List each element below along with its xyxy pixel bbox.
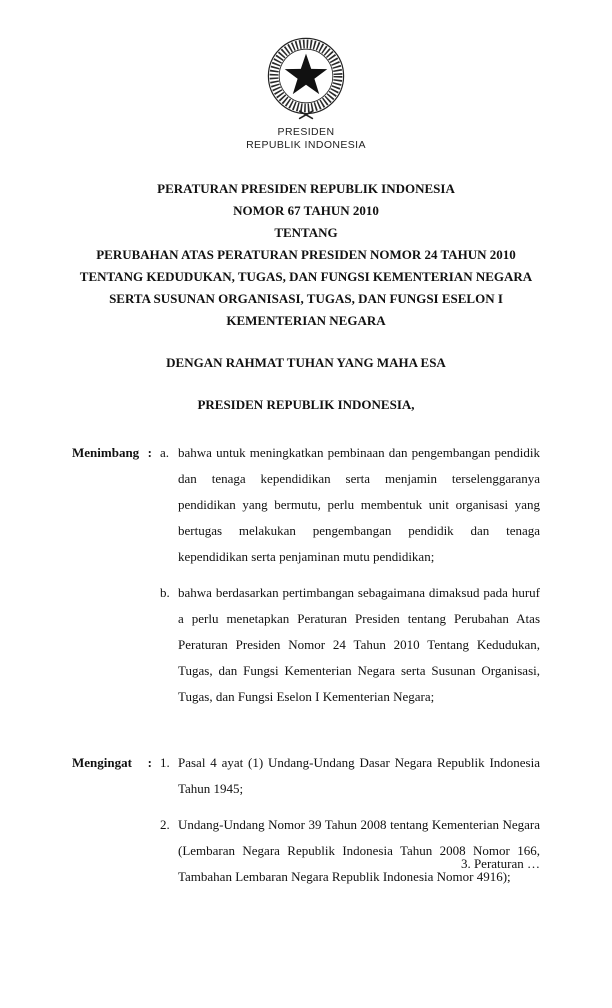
authority-line: PRESIDEN REPUBLIK INDONESIA,: [197, 397, 415, 412]
section-label-colon: :: [147, 755, 152, 770]
item-marker: 1.: [160, 755, 170, 770]
item-text: bahwa untuk meningkatkan pembinaan dan pengembangan pendidik dan tenaga kependidikan serta menjamin terselenggaranya pendidikan yang bermutu, perlu membentuk unit organisasi yang bertugas melakukan pengembangan pendidik dan tenaga kependidikan serta penjaminan mutu pendidikan;: [178, 445, 540, 564]
title-line-1: PERATURAN PRESIDEN REPUBLIK INDONESIA: [157, 181, 455, 196]
section-label-mengingat: [72, 750, 152, 776]
title-line-5: TENTANG KEDUDUKAN, TUGAS, DAN FUNGSI KEMENTERIAN NEGARA: [79, 269, 533, 284]
section-label-colon: :: [147, 445, 152, 460]
document-header: [72, 36, 540, 152]
title-line-4: PERUBAHAN ATAS PERATURAN PRESIDEN NOMOR 24 TAHUN 2010: [96, 247, 516, 262]
item-text: bahwa berdasarkan pertimbangan sebagaimana dimaksud pada huruf a perlu menetapkan Peraturan Presiden tentang Perubahan Atas Peraturan Presiden Nomor 24 Tahun 2010 Tentang Kedudukan, Tugas, dan Fungsi Kementerian Negara serta Susunan Organisasi, Tugas, dan Fungsi Eselon I Kementerian Negara;: [178, 585, 540, 704]
regulation-title: [72, 178, 540, 332]
item-marker: 2.: [160, 817, 170, 832]
title-line-3: TENTANG: [274, 225, 338, 240]
item-marker: a.: [160, 445, 170, 460]
list-item: [160, 440, 540, 570]
item-text: Pasal 4 ayat (1) Undang-Undang Dasar Negara Republik Indonesia Tahun 1945;: [178, 755, 540, 796]
invocation-line: DENGAN RAHMAT TUHAN YANG MAHA ESA: [166, 355, 446, 370]
section-label-text: Menimbang: [72, 445, 140, 460]
title-line-6: SERTA SUSUNAN ORGANISASI, TUGAS, DAN FUNGSI ESELON I: [109, 291, 503, 306]
list-item: [160, 750, 540, 802]
title-line-2: NOMOR 67 TAHUN 2010: [233, 203, 379, 218]
org-name-line1: PRESIDEN: [277, 126, 335, 138]
item-text: Undang-Undang Nomor 39 Tahun 2008 tentang Kementerian Negara (Lembaran Negara Republik Indonesia Tahun 2008 Nomor 166, Tambahan Lembaran Negara Republik Indonesia Nomor 4916);: [178, 817, 540, 884]
section-label-text: Mengingat: [72, 755, 132, 770]
item-marker: b.: [160, 585, 170, 600]
list-item: [160, 580, 540, 710]
org-name-line2: REPUBLIK INDONESIA: [246, 139, 366, 151]
page-catchword: 3. Peraturan …: [460, 856, 540, 871]
menimbang-items: [160, 440, 540, 710]
section-label-menimbang: [72, 440, 152, 466]
list-item: [160, 812, 540, 890]
presidential-seal-icon: [266, 36, 346, 124]
section-menimbang: [72, 440, 540, 710]
title-line-7: KEMENTERIAN NEGARA: [226, 313, 386, 328]
